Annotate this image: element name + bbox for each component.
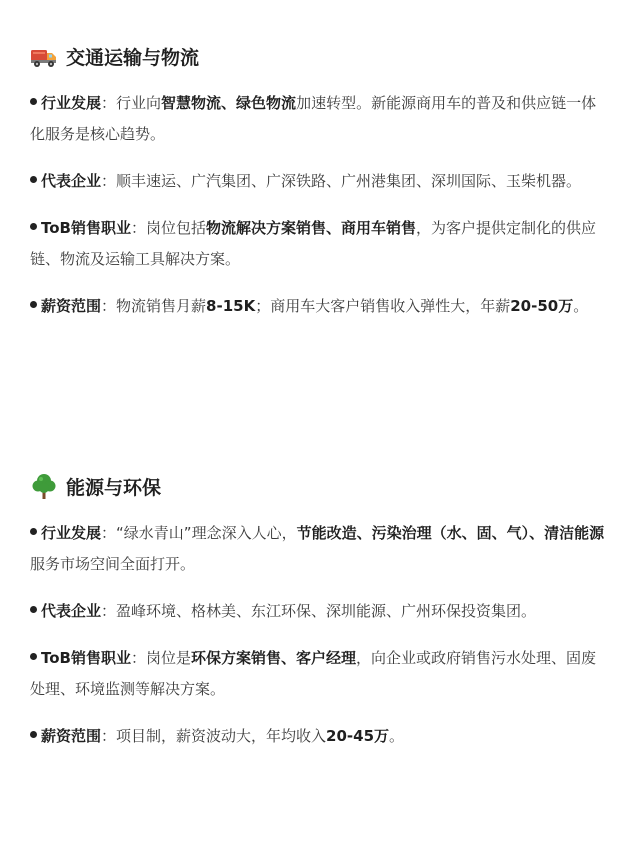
item-label: ToB销售职业 xyxy=(41,219,131,237)
item-text: 加速转型。新能源商用车的普及和供应链一体化服务是核心趋势。 xyxy=(30,94,597,143)
item-highlight: 节能改造、污染治理（水、固、气）、清洁能源 xyxy=(296,524,605,542)
bullet-icon xyxy=(30,528,37,535)
list-item-tob-sales-jobs xyxy=(30,213,605,275)
item-colon: ： xyxy=(101,94,117,112)
item-text: 服务市场空间全面打开。 xyxy=(30,555,196,573)
item-highlight: 环保方案销售、客户经理 xyxy=(191,649,357,667)
item-label: 薪资范围 xyxy=(41,727,102,745)
item-colon: ： xyxy=(101,602,117,620)
list-item-industry-development xyxy=(30,88,605,150)
item-colon: ： xyxy=(130,219,146,237)
bullet-icon xyxy=(30,731,37,738)
item-colon: ： xyxy=(101,172,117,190)
item-text: 顺丰速运、广汽集团、广深铁路、广州港集团、深圳国际、玉柴机器。 xyxy=(116,172,582,190)
bullet-icon xyxy=(30,653,37,660)
bullet-icon xyxy=(30,98,37,105)
item-text: 。 xyxy=(389,727,405,745)
bullet-icon xyxy=(30,176,37,183)
item-highlight: 20-50万 xyxy=(510,297,574,315)
item-text: ，向企业或政府销售污水处理、固废处理、环境监测等解决方案。 xyxy=(30,649,597,698)
item-text: 项目制，薪资波动大，年均收入 xyxy=(116,727,327,745)
list-item-representative-companies xyxy=(30,166,605,197)
list-item-salary-range xyxy=(30,721,605,752)
item-highlight: 智慧物流、绿色物流 xyxy=(161,94,297,112)
item-colon: ： xyxy=(101,524,117,542)
item-colon: ： xyxy=(130,649,146,667)
item-label: 代表企业 xyxy=(41,602,102,620)
item-text: ，为客户提供定制化的供应链、物流及运输工具解决方案。 xyxy=(30,219,597,268)
item-label: 行业发展 xyxy=(41,524,102,542)
section-heading xyxy=(30,468,605,504)
tree-icon xyxy=(30,472,58,500)
item-label: 薪资范围 xyxy=(41,297,102,315)
item-text: ；商用车大客户销售收入弹性大，年薪 xyxy=(255,297,511,315)
section-heading xyxy=(30,38,605,74)
item-colon: ： xyxy=(101,727,117,745)
item-highlight: 8-15K xyxy=(206,297,256,315)
item-text: 物流销售月薪 xyxy=(116,297,207,315)
item-highlight: 20-45万 xyxy=(326,727,390,745)
delivery-truck-icon xyxy=(30,42,58,70)
list-item-representative-companies xyxy=(30,596,605,627)
bullet-icon xyxy=(30,301,37,308)
item-label: ToB销售职业 xyxy=(41,649,131,667)
item-highlight: 物流解决方案销售、商用车销售 xyxy=(206,219,417,237)
item-label: 行业发展 xyxy=(41,94,102,112)
list-item-tob-sales-jobs xyxy=(30,643,605,705)
section-transport-logistics xyxy=(30,38,605,338)
list-item-salary-range xyxy=(30,291,605,322)
bullet-icon xyxy=(30,606,37,613)
section-energy-environment xyxy=(30,468,605,768)
item-label: 代表企业 xyxy=(41,172,102,190)
item-text: 岗位是 xyxy=(146,649,192,667)
item-text: 岗位包括 xyxy=(146,219,207,237)
item-text: 。 xyxy=(573,297,589,315)
item-text: “绿水青山”理念深入人心， xyxy=(116,524,297,542)
section-title: 交通运输与物流 xyxy=(66,46,200,69)
list-item-industry-development xyxy=(30,518,605,580)
item-text: 行业向 xyxy=(116,94,162,112)
item-colon: ： xyxy=(101,297,117,315)
section-title: 能源与环保 xyxy=(66,476,162,499)
bullet-icon xyxy=(30,223,37,230)
item-text: 盈峰环境、格林美、东江环保、深圳能源、广州环保投资集团。 xyxy=(116,602,537,620)
